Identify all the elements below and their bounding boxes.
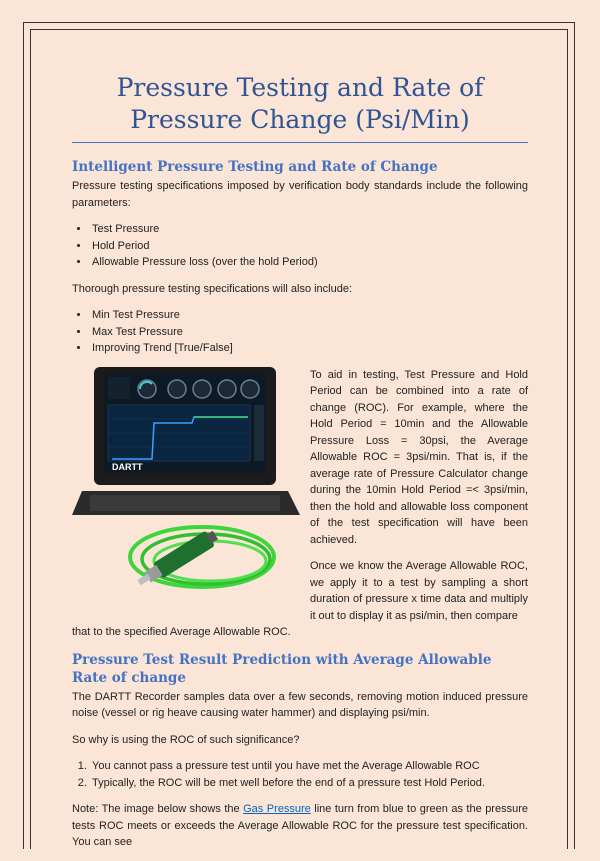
apply-roc-paragraph: Once we know the Average Allowable ROC, we apply it to a test by sampling a short duration of pressure x time data and multiply it out to display it as psi/min, then compare: [310, 560, 528, 622]
parameter-list: [72, 221, 528, 271]
list-item: • Allowable Pressure loss (over the hold Period): [90, 254, 528, 271]
section-heading-prediction: Pressure Test Result Prediction with Average Allowable Rate of change: [72, 651, 492, 686]
image-text-row: [72, 367, 528, 625]
page-title: Pressure Testing and Rate of Pressure Change (Psi/Min): [72, 72, 528, 143]
note-text-after: line turn from blue to green as the pressure tests ROC meets or exceeds the Average Allowable ROC for the pressure test specification. You can see: [72, 803, 528, 848]
gauge-icon: [193, 380, 211, 398]
list-item: 2. Typically, the ROC will be met well before the end of a pressure test Hold Period.: [90, 775, 528, 792]
document-body: [72, 72, 528, 861]
list-item: • Hold Period: [90, 238, 528, 255]
significance-question: So why is using the ROC of such significance?: [72, 733, 300, 746]
keyboard: [90, 495, 280, 511]
intro-paragraph: Pressure testing specifications imposed by verification body standards include the following parameters:: [72, 180, 528, 209]
significance-list: [72, 758, 528, 791]
dartt-recorder-paragraph: The DARTT Recorder samples data over a few seconds, removing motion induced pressure noise (vessel or rig heave causing water hammer) and displaying psi/min.: [72, 690, 528, 719]
gauge-icon: [168, 380, 186, 398]
gas-pressure-link[interactable]: Gas Pressure: [243, 803, 311, 815]
status-panel: [108, 377, 130, 399]
note-text-before: Note: The image below shows the: [72, 803, 244, 815]
extra-parameter-list: [72, 307, 528, 357]
list-item: • Test Pressure: [90, 221, 528, 238]
gauge-icon: [218, 380, 236, 398]
apply-roc-paragraph-continued: that to the specified Average Allowable ROC.: [72, 626, 291, 638]
dartt-recorder-illustration: [72, 367, 310, 599]
thorough-paragraph: Thorough pressure testing specifications will also include:: [72, 282, 353, 295]
list-item: • Min Test Pressure: [90, 307, 528, 324]
gauge-icon: [241, 380, 259, 398]
section-heading-intelligent: Intelligent Pressure Testing and Rate of Change: [72, 159, 438, 175]
side-buttons: [254, 405, 264, 461]
roc-text-column: [310, 367, 528, 625]
note-paragraph: [72, 801, 528, 851]
device-image: [72, 367, 310, 599]
roc-paragraph: To aid in testing, Test Pressure and Hold Period can be combined into a rate of change (ROC). For example, where the Hold Period = 10min and the Allowable Pressure Loss = 30psi, the Average Allowable ROC = 3psi/min. That is, if the average rate of Pressure Calculator change during the 10min Hold Period =< 3psi/min, then the hold and allowable loss component of the test specification will have been achieved.: [310, 368, 528, 546]
list-item: • Max Test Pressure: [90, 324, 528, 341]
list-item: 1. You cannot pass a pressure test until you have met the Average Allowable ROC: [90, 758, 528, 775]
device-brand: DARTT: [112, 461, 143, 472]
list-item: • Improving Trend [True/False]: [90, 340, 528, 357]
